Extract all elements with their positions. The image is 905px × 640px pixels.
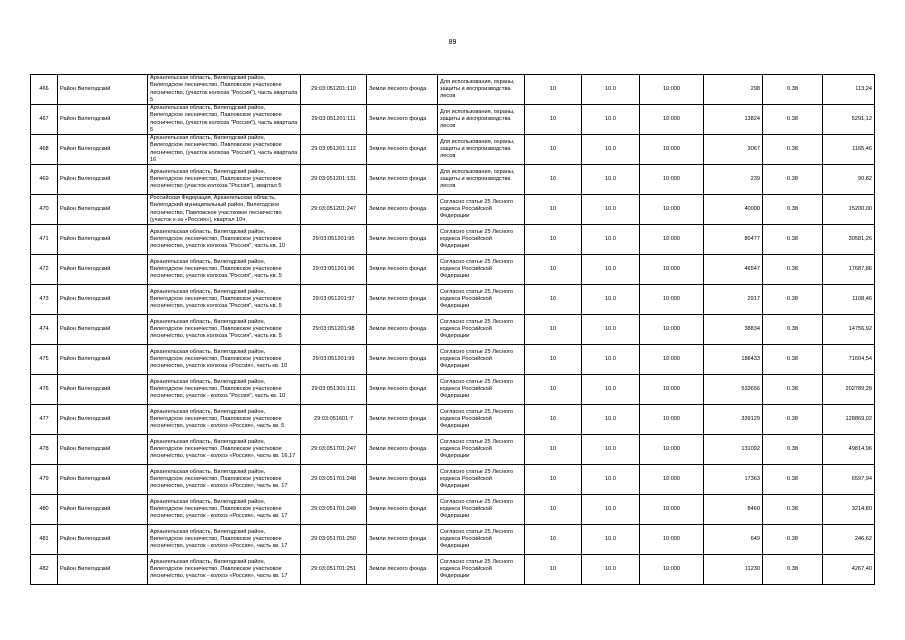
value-col-2-cell: 10.0 (582, 465, 640, 495)
address-cell: Архангельская область, Вилегодский район, Вилегодское лесничество, Павловское участковое лесничество, участок колхоза "Россия", часть кв. 10 (148, 225, 301, 255)
address-cell: Архангельская область, Вилегодский район, Вилегодское лесничество, Павловское участковое лесничество, участок - колхоз «Россия», часть кв. 17 (148, 465, 301, 495)
address-cell: Архангельская область, Вилегодский район, Вилегодское лесничество, Павловское участковое лесничество, участок колхоза «Россия», часть кв. 10 (148, 345, 301, 375)
value-col-1-cell: 10 (525, 255, 582, 285)
value-col-3-cell: 10:000 (640, 405, 704, 435)
land-category-cell: Земли лесного фонда (367, 105, 438, 135)
value-col-1-cell: 10 (525, 495, 582, 525)
value-col-2-cell: 10.0 (582, 225, 640, 255)
permitted-use-cell: Для использования, охраны, защиты и воспроизводства лесов (438, 75, 525, 105)
table-row (31, 495, 875, 525)
value-col-1-cell: 10 (525, 465, 582, 495)
table-row (31, 195, 875, 225)
sum-cell: 246,62 (823, 525, 875, 555)
address-cell: Архангельская область, Вилегодский район, Вилегодское лесничество, Павловское участковое лесничество, участок колхоза "Россия", часть кв. 5 (148, 255, 301, 285)
rate-cell: 0.38 (763, 465, 823, 495)
cadastral-number-cell: 29:03:051201:97 (301, 285, 367, 315)
value-col-3-cell: 10:000 (640, 195, 704, 225)
table-row (31, 105, 875, 135)
land-category-cell: Земли лесного фонда (367, 135, 438, 165)
permitted-use-cell: Согласно статье 25 Лесного кодекса Российской Федерации (438, 285, 525, 315)
table-row (31, 435, 875, 465)
land-category-cell: Земли лесного фонда (367, 375, 438, 405)
address-cell: Архангельская область, Вилегодский район, Вилегодское лесничество, Павловское участковое лесничество, участок - колхоз «Россия», часть кв. 17 (148, 495, 301, 525)
permitted-use-cell: Согласно статье 25 Лесного кодекса Российской Федерации (438, 495, 525, 525)
sum-cell: 128869,02 (823, 405, 875, 435)
district-cell: Район Вилегодский (58, 495, 148, 525)
address-cell: Архангельская область, Вилегодский район, Вилегодское лесничество, Павловское участковое лесничество, участок колхоза "Россия", часть кв. 5 (148, 285, 301, 315)
permitted-use-cell: Для использования, охраны, защиты и воспроизводства лесов (438, 165, 525, 195)
value-col-1-cell: 10 (525, 285, 582, 315)
permitted-use-cell: Для использования, охраны, защиты и воспроизводства лесов (438, 105, 525, 135)
sum-cell: 1165,46 (823, 135, 875, 165)
cadastral-number-cell: 29:03:051201:95 (301, 225, 367, 255)
row-number: 481 (31, 525, 58, 555)
rate-cell: 0.38 (763, 525, 823, 555)
land-category-cell: Земли лесного фонда (367, 465, 438, 495)
value-col-1-cell: 10 (525, 435, 582, 465)
land-category-cell: Земли лесного фонда (367, 555, 438, 585)
value-col-3-cell: 10:000 (640, 225, 704, 255)
value-col-2-cell: 10.0 (582, 285, 640, 315)
cadastral-number-cell: 29:03:051701:249 (301, 495, 367, 525)
table-row (31, 405, 875, 435)
rate-cell: 0.38 (763, 555, 823, 585)
district-cell: Район Вилегодский (58, 375, 148, 405)
row-number: 480 (31, 495, 58, 525)
area-cell: 13824 (704, 105, 763, 135)
area-cell: 40000 (704, 195, 763, 225)
land-category-cell: Земли лесного фонда (367, 225, 438, 255)
rate-cell: 0.38 (763, 405, 823, 435)
value-col-2-cell: 10.0 (582, 555, 640, 585)
district-cell: Район Вилегодский (58, 165, 148, 195)
value-col-3-cell: 10:000 (640, 285, 704, 315)
cadastral-number-cell: 29:03:051201:98 (301, 315, 367, 345)
land-category-cell: Земли лесного фонда (367, 165, 438, 195)
table-row (31, 465, 875, 495)
table-row (31, 375, 875, 405)
address-cell: Российская Федерация, Архангельская область, Вилегодский муниципальный район, Вилегодское лесничество, Павловское участковое лесничество (участок к-за «Россия»), квартал 10ч (148, 195, 301, 225)
address-cell: Архангельская область, Вилегодский район, Вилегодское лесничество, Павловское участковое лесничество, участок - колхоз «Россия», часть кв. 17 (148, 555, 301, 585)
value-col-2-cell: 10.0 (582, 105, 640, 135)
value-col-3-cell: 10:000 (640, 105, 704, 135)
cadastral-number-cell: 29:03:051701:248 (301, 465, 367, 495)
sum-cell: 17687,86 (823, 255, 875, 285)
land-category-cell: Земли лесного фонда (367, 75, 438, 105)
table-row (31, 225, 875, 255)
district-cell: Район Вилегодский (58, 525, 148, 555)
district-cell: Район Вилегодский (58, 315, 148, 345)
permitted-use-cell: Согласно статье 25 Лесного кодекса Российской Федерации (438, 195, 525, 225)
value-col-2-cell: 10.0 (582, 255, 640, 285)
sum-cell: 71604,54 (823, 345, 875, 375)
land-category-cell: Земли лесного фонда (367, 495, 438, 525)
land-category-cell: Земли лесного фонда (367, 285, 438, 315)
value-col-1-cell: 10 (525, 375, 582, 405)
land-category-cell: Земли лесного фонда (367, 405, 438, 435)
row-number: 469 (31, 165, 58, 195)
area-cell: 80477 (704, 225, 763, 255)
table-row (31, 345, 875, 375)
area-cell: 8460 (704, 495, 763, 525)
permitted-use-cell: Согласно статье 25 Лесного кодекса Российской Федерации (438, 255, 525, 285)
rate-cell: 0.38 (763, 195, 823, 225)
district-cell: Район Вилегодский (58, 225, 148, 255)
value-col-1-cell: 10 (525, 315, 582, 345)
cadastral-number-cell: 29:03:051201:110 (301, 75, 367, 105)
value-col-3-cell: 10:000 (640, 255, 704, 285)
value-col-2-cell: 10.0 (582, 525, 640, 555)
permitted-use-cell: Согласно статье 25 Лесного кодекса Российской Федерации (438, 525, 525, 555)
row-number: 475 (31, 345, 58, 375)
value-col-2-cell: 10.0 (582, 405, 640, 435)
area-cell: 188433 (704, 345, 763, 375)
value-col-1-cell: 10 (525, 345, 582, 375)
value-col-1-cell: 10 (525, 75, 582, 105)
cadastral-number-cell: 29:03:051701:247 (301, 435, 367, 465)
area-cell: 131092 (704, 435, 763, 465)
land-category-cell: Земли лесного фонда (367, 525, 438, 555)
value-col-3-cell: 10:000 (640, 75, 704, 105)
row-number: 474 (31, 315, 58, 345)
row-number: 466 (31, 75, 58, 105)
page-number: 89 (448, 39, 457, 46)
value-col-3-cell: 10:000 (640, 345, 704, 375)
rate-cell: 0.38 (763, 435, 823, 465)
table-row (31, 555, 875, 585)
value-col-1-cell: 10 (525, 195, 582, 225)
row-number: 470 (31, 195, 58, 225)
value-col-3-cell: 10:000 (640, 555, 704, 585)
rate-cell: 0.38 (763, 165, 823, 195)
value-col-3-cell: 10:000 (640, 465, 704, 495)
table-row (31, 525, 875, 555)
district-cell: Район Вилегодский (58, 285, 148, 315)
sum-cell: 49814,96 (823, 435, 875, 465)
value-col-2-cell: 10.0 (582, 195, 640, 225)
district-cell: Район Вилегодский (58, 105, 148, 135)
district-cell: Район Вилегодский (58, 135, 148, 165)
area-cell: 339129 (704, 405, 763, 435)
value-col-3-cell: 10:000 (640, 165, 704, 195)
permitted-use-cell: Для использования, охраны, защиты и воспроизводства лесов (438, 135, 525, 165)
address-cell: Архангельская область, Вилегодский район, Вилегодское лесничество, Павловское участковое лесничество, участок - колхоз «Россия», часть кв. 5 (148, 405, 301, 435)
district-cell: Район Вилегодский (58, 195, 148, 225)
sum-cell: 4267,40 (823, 555, 875, 585)
permitted-use-cell: Согласно статье 25 Лесного кодекса Российской Федерации (438, 315, 525, 345)
sum-cell: 6597,94 (823, 465, 875, 495)
table-row (31, 75, 875, 105)
value-col-1-cell: 10 (525, 105, 582, 135)
table-row (31, 315, 875, 345)
area-cell: 649 (704, 525, 763, 555)
row-number: 473 (31, 285, 58, 315)
area-cell: 298 (704, 75, 763, 105)
row-number: 476 (31, 375, 58, 405)
district-cell: Район Вилегодский (58, 435, 148, 465)
row-number: 467 (31, 105, 58, 135)
value-col-1-cell: 10 (525, 525, 582, 555)
table-row (31, 285, 875, 315)
cadastral-number-cell: 29:03:051701:251 (301, 555, 367, 585)
row-number: 477 (31, 405, 58, 435)
sum-cell: 14756,92 (823, 315, 875, 345)
rate-cell: 0.38 (763, 285, 823, 315)
value-col-1-cell: 10 (525, 555, 582, 585)
row-number: 478 (31, 435, 58, 465)
address-cell: Архангельская область, Вилегодский район, Вилегодское лесничество, Павловское участковое лесничество (участок колхоза "Россия"), квартал 5 (148, 165, 301, 195)
row-number: 468 (31, 135, 58, 165)
rate-cell: 0.38 (763, 345, 823, 375)
permitted-use-cell: Согласно статье 25 Лесного кодекса Российской Федерации (438, 465, 525, 495)
permitted-use-cell: Согласно статье 25 Лесного кодекса Российской Федерации (438, 555, 525, 585)
district-cell: Район Вилегодский (58, 75, 148, 105)
district-cell: Район Вилегодский (58, 255, 148, 285)
value-col-3-cell: 10:000 (640, 435, 704, 465)
value-col-3-cell: 10:000 (640, 495, 704, 525)
table-row (31, 255, 875, 285)
sum-cell: 3214,80 (823, 495, 875, 525)
sum-cell: 113,24 (823, 75, 875, 105)
cadastral-number-cell: 29:03:051301:111 (301, 375, 367, 405)
land-category-cell: Земли лесного фонда (367, 315, 438, 345)
land-category-cell: Земли лесного фонда (367, 195, 438, 225)
rate-cell: 0.38 (763, 225, 823, 255)
rate-cell: 0.38 (763, 375, 823, 405)
area-cell: 17363 (704, 465, 763, 495)
value-col-1-cell: 10 (525, 405, 582, 435)
cadastral-number-cell: 29:03:051201:96 (301, 255, 367, 285)
cadastral-number-cell: 29:03:051701:250 (301, 525, 367, 555)
rate-cell: 0.38 (763, 315, 823, 345)
address-cell: Архангельская область, Вилегодский район, Вилегодское лесничество, Павловское участковое лесничество, участок колхоза "Россия", часть кв. 5 (148, 315, 301, 345)
permitted-use-cell: Согласно статье 25 Лесного кодекса Российской Федерации (438, 435, 525, 465)
cadastral-number-cell: 29:03:051201:111 (301, 105, 367, 135)
area-cell: 46547 (704, 255, 763, 285)
value-col-2-cell: 10.0 (582, 495, 640, 525)
row-number: 479 (31, 465, 58, 495)
sum-cell: 15200,00 (823, 195, 875, 225)
value-col-2-cell: 10.0 (582, 375, 640, 405)
permitted-use-cell: Согласно статье 25 Лесного кодекса Российской Федерации (438, 345, 525, 375)
area-cell: 3067 (704, 135, 763, 165)
address-cell: Архангельская область, Вилегодский район, Вилегодское лесничество, Павловское участковое лесничество, участок - колхоз "Россия", часть кв. 10 (148, 375, 301, 405)
table-row (31, 165, 875, 195)
value-col-2-cell: 10.0 (582, 345, 640, 375)
sum-cell: 5291,12 (823, 105, 875, 135)
table-row (31, 135, 875, 165)
value-col-1-cell: 10 (525, 135, 582, 165)
district-cell: Район Вилегодский (58, 555, 148, 585)
area-cell: 2917 (704, 285, 763, 315)
row-number: 472 (31, 255, 58, 285)
value-col-2-cell: 10.0 (582, 165, 640, 195)
land-category-cell: Земли лесного фонда (367, 345, 438, 375)
address-cell: Архангельская область, Вилегодский район, Вилегодское лесничество, Павловское участковое лесничество, участок - колхоз «Россия», часть кв. 17 (148, 525, 301, 555)
district-cell: Район Вилегодский (58, 405, 148, 435)
address-cell: Архангельская область, Вилегодский район, Вилегодское лесничество, Павловское участковое лесничество, (участок колхоза "Россия"), часть квартала 5 (148, 105, 301, 135)
rate-cell: 0.38 (763, 495, 823, 525)
row-number: 482 (31, 555, 58, 585)
address-cell: Архангельская область, Вилегодский район, Вилегодское лесничество, Павловское участковое лесничество, (участок колхоза "Россия"), часть квартала 16 (148, 135, 301, 165)
value-col-3-cell: 10:000 (640, 525, 704, 555)
area-cell: 11230 (704, 555, 763, 585)
cadastral-number-cell: 29:03:051201:247 (301, 195, 367, 225)
value-col-2-cell: 10.0 (582, 75, 640, 105)
value-col-2-cell: 10.0 (582, 435, 640, 465)
rate-cell: 0.38 (763, 75, 823, 105)
permitted-use-cell: Согласно статье 25 Лесного кодекса Российской Федерации (438, 405, 525, 435)
cadastral-number-cell: 29:03:051601:7 (301, 405, 367, 435)
cadastral-number-cell: 29:03:051201:99 (301, 345, 367, 375)
row-number: 471 (31, 225, 58, 255)
value-col-3-cell: 10:000 (640, 375, 704, 405)
land-category-cell: Земли лесного фонда (367, 435, 438, 465)
value-col-1-cell: 10 (525, 225, 582, 255)
value-col-2-cell: 10.0 (582, 135, 640, 165)
area-cell: 239 (704, 165, 763, 195)
land-registry-table (30, 74, 875, 585)
district-cell: Район Вилегодский (58, 345, 148, 375)
rate-cell: 0.38 (763, 105, 823, 135)
cadastral-number-cell: 29:03:051201:131 (301, 165, 367, 195)
sum-cell: 1108,46 (823, 285, 875, 315)
value-col-3-cell: 10:000 (640, 135, 704, 165)
area-cell: 533656 (704, 375, 763, 405)
sum-cell: 202789,28 (823, 375, 875, 405)
value-col-2-cell: 10.0 (582, 315, 640, 345)
area-cell: 38834 (704, 315, 763, 345)
permitted-use-cell: Согласно статье 25 Лесного кодекса Российской Федерации (438, 225, 525, 255)
value-col-1-cell: 10 (525, 165, 582, 195)
district-cell: Район Вилегодский (58, 465, 148, 495)
address-cell: Архангельская область, Вилегодский район, Вилегодское лесничество, Павловское участковое лесничество, (участок колхоза "Россия"), часть квартала 5 (148, 75, 301, 105)
rate-cell: 0.38 (763, 255, 823, 285)
sum-cell: 30581,26 (823, 225, 875, 255)
value-col-3-cell: 10:000 (640, 315, 704, 345)
rate-cell: 0.38 (763, 135, 823, 165)
permitted-use-cell: Согласно статье 25 Лесного кодекса Российской Федерации (438, 375, 525, 405)
land-category-cell: Земли лесного фонда (367, 255, 438, 285)
address-cell: Архангельская область, Вилегодский район, Вилегодское лесничество, Павловское участковое лесничество, участок - колхоз «Россия», часть кв. 16,17 (148, 435, 301, 465)
sum-cell: 90,82 (823, 165, 875, 195)
cadastral-number-cell: 29:03:051201:112 (301, 135, 367, 165)
